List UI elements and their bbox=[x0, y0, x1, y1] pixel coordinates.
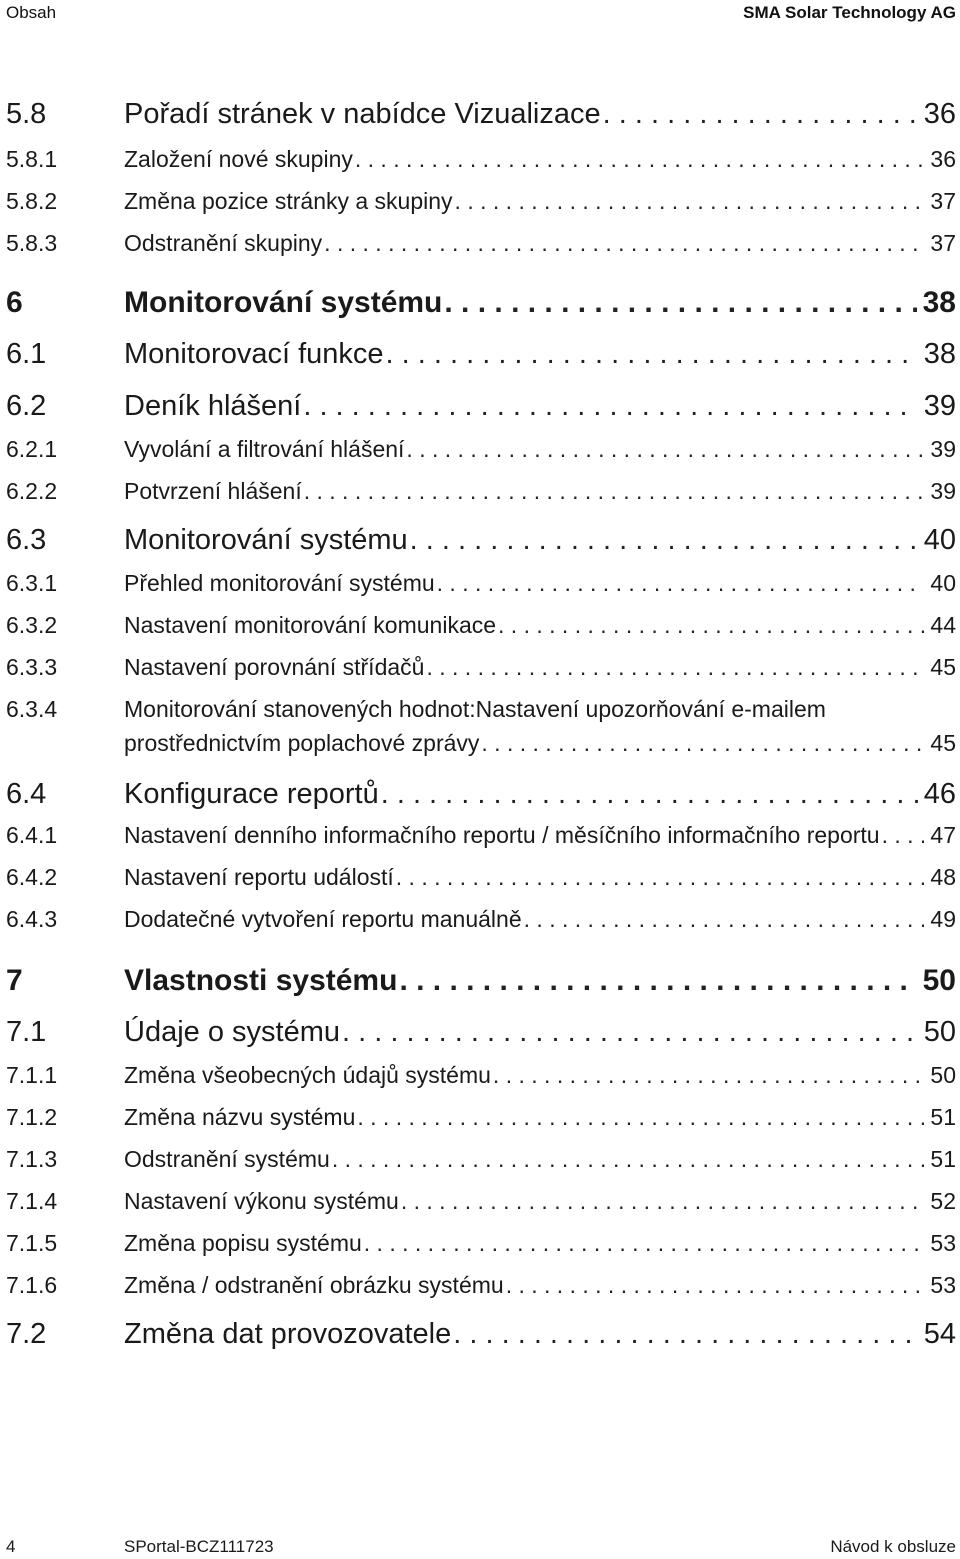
toc-entry-title: Nastavení reportu událostí bbox=[124, 864, 394, 890]
toc-entry-number: 6.4.2 bbox=[6, 864, 58, 890]
toc-entry-title: Odstranění skupiny bbox=[124, 230, 323, 256]
toc-leader-dots bbox=[301, 390, 917, 423]
toc-entry-number: 5.8 bbox=[6, 98, 47, 130]
toc-entry-title: Dodatečné vytvoření reportu manuálně bbox=[124, 906, 522, 932]
toc-entry-page-number: 36 bbox=[923, 98, 956, 130]
toc-entry-number: 5.8.2 bbox=[6, 188, 58, 214]
toc-leader-dots bbox=[362, 1230, 925, 1257]
toc-entry-number: 6.2.1 bbox=[6, 436, 58, 462]
toc-entry-number: 6.3 bbox=[6, 524, 47, 556]
header-company-name: SMA Solar Technology AG bbox=[743, 3, 956, 22]
toc-entry-title: Pořadí stránek v nabídce Vizualizace bbox=[124, 98, 601, 130]
toc-leader-dots bbox=[394, 864, 925, 891]
toc-entry-page-number: 50 bbox=[930, 1062, 956, 1088]
toc-leader-dots bbox=[479, 730, 924, 757]
toc-entry-page-number: 39 bbox=[923, 390, 956, 422]
toc-entry-number: 6.2 bbox=[6, 390, 47, 422]
toc-entry-number: 7.1.6 bbox=[6, 1272, 58, 1298]
toc-entry-title: Vlastnosti systému bbox=[124, 964, 398, 997]
footer-document-code: SPortal-BCZ111723 bbox=[124, 1537, 274, 1556]
toc-leader-dots bbox=[522, 906, 925, 933]
page-footer bbox=[0, 1534, 960, 1559]
toc-entry-title: Nastavení porovnání střídačů bbox=[124, 654, 425, 680]
toc-entry-number: 5.8.1 bbox=[6, 146, 58, 172]
toc-entry-page-number: 50 bbox=[922, 964, 956, 997]
toc-entry-page-number: 48 bbox=[930, 864, 956, 890]
toc-entry-number: 6.3.2 bbox=[6, 612, 58, 638]
toc-entry-number: 6.4.3 bbox=[6, 906, 58, 932]
toc-leader-dots bbox=[408, 524, 918, 557]
toc-entry-number: 6.1 bbox=[6, 338, 47, 370]
toc-entry-page-number: 45 bbox=[930, 654, 956, 680]
toc-entry-number: 7.1.2 bbox=[6, 1104, 58, 1130]
toc-entry-number: 7.1 bbox=[6, 1016, 47, 1048]
toc-entry-page-number: 37 bbox=[930, 230, 956, 256]
toc-entry-number: 6 bbox=[6, 286, 23, 319]
toc-leader-dots bbox=[435, 570, 925, 597]
toc-leader-dots bbox=[453, 188, 925, 215]
toc-leader-dots bbox=[399, 1188, 925, 1215]
page-header bbox=[0, 0, 960, 30]
toc-leader-dots bbox=[504, 1272, 925, 1299]
toc-entry-title: Změna všeobecných údajů systému bbox=[124, 1062, 491, 1088]
toc-entry-number: 7.1.5 bbox=[6, 1230, 58, 1256]
toc-leader-dots bbox=[404, 436, 924, 463]
toc-leader-dots bbox=[491, 1062, 924, 1089]
toc-entry-title: Konfigurace reportů bbox=[124, 778, 379, 810]
toc-entry-number: 7.2 bbox=[6, 1318, 47, 1350]
toc-entry-title: Potvrzení hlášení bbox=[124, 478, 302, 504]
toc-entry-title: Změna názvu systému bbox=[124, 1104, 356, 1130]
toc-entry-page-number: 37 bbox=[930, 188, 956, 214]
toc-entry-title: Monitorování systému bbox=[124, 286, 443, 319]
toc-entry-title-first-line: Monitorování stanovených hodnot:Nastavení upozorňování e-mailem bbox=[124, 696, 826, 722]
toc-entry-page-number: 51 bbox=[930, 1104, 956, 1130]
toc-entry-page-number: 44 bbox=[930, 612, 956, 638]
toc-leader-dots bbox=[355, 1104, 924, 1131]
toc-entry-number: 6.4.1 bbox=[6, 822, 58, 848]
toc-entry-title: prostřednictvím poplachové zprávy bbox=[124, 730, 480, 756]
toc-entry-title: Změna / odstranění obrázku systému bbox=[124, 1272, 504, 1298]
toc-entry-number: 7 bbox=[6, 964, 23, 997]
toc-leader-dots bbox=[451, 1318, 917, 1351]
toc-entry-title: Změna pozice stránky a skupiny bbox=[124, 188, 453, 214]
toc-entry-number: 6.3.3 bbox=[6, 654, 58, 680]
toc-entry-page-number: 53 bbox=[930, 1272, 956, 1298]
toc-leader-dots bbox=[353, 146, 925, 173]
toc-entry-page-number: 49 bbox=[930, 906, 956, 932]
footer-page-number: 4 bbox=[6, 1537, 16, 1556]
toc-entry-page-number: 36 bbox=[930, 146, 956, 172]
toc-entry-title: Nastavení výkonu systému bbox=[124, 1188, 399, 1214]
toc-entry-page-number: 54 bbox=[923, 1318, 956, 1350]
toc-entry-number: 5.8.3 bbox=[6, 230, 58, 256]
toc-leader-dots bbox=[880, 822, 925, 849]
toc-entry-number: 7.1.1 bbox=[6, 1062, 58, 1088]
toc-leader-dots bbox=[379, 778, 918, 811]
footer-manual-title: Návod k obsluze bbox=[830, 1537, 956, 1556]
toc-entry-number: 7.1.4 bbox=[6, 1188, 58, 1214]
toc-entry-title: Přehled monitorování systému bbox=[124, 570, 435, 596]
toc-leader-dots bbox=[424, 654, 924, 681]
toc-leader-dots bbox=[442, 286, 916, 320]
toc-leader-dots bbox=[340, 1016, 918, 1049]
toc-entry-title: Monitorování systému bbox=[124, 524, 408, 556]
toc-entry-number: 6.3.1 bbox=[6, 570, 58, 596]
toc-entry-title: Nastavení denního informačního reportu / měsíčního informačního reportu bbox=[124, 822, 880, 848]
toc-entry-title: Odstranění systému bbox=[124, 1146, 330, 1172]
toc-entry-page-number: 39 bbox=[930, 436, 956, 462]
toc-leader-dots bbox=[397, 964, 916, 998]
toc-entry-number: 6.2.2 bbox=[6, 478, 58, 504]
toc-entry-page-number: 39 bbox=[930, 478, 956, 504]
toc-entry-page-number: 46 bbox=[923, 778, 956, 810]
toc-entry-title: Monitorovací funkce bbox=[124, 338, 384, 370]
toc-entry-page-number: 47 bbox=[930, 822, 956, 848]
toc-entry-title: Založení nové skupiny bbox=[124, 146, 353, 172]
toc-entry-title: Změna dat provozovatele bbox=[124, 1318, 452, 1350]
toc-entry-title: Deník hlášení bbox=[124, 390, 302, 422]
toc-leader-dots bbox=[302, 478, 925, 505]
toc-entry-number: 6.4 bbox=[6, 778, 47, 810]
toc-entry-page-number: 40 bbox=[923, 524, 956, 556]
toc-leader-dots bbox=[330, 1146, 925, 1173]
toc-entry-page-number: 51 bbox=[930, 1146, 956, 1172]
toc-leader-dots bbox=[384, 338, 918, 371]
toc-entry-page-number: 53 bbox=[930, 1230, 956, 1256]
toc-entry-page-number: 38 bbox=[922, 286, 956, 319]
toc-entry-title: Změna popisu systému bbox=[124, 1230, 362, 1256]
toc-leader-dots bbox=[322, 230, 924, 257]
toc-leader-dots bbox=[496, 612, 924, 639]
toc-entry-title: Vyvolání a filtrování hlášení bbox=[124, 436, 405, 462]
toc-entry-page-number: 50 bbox=[923, 1016, 956, 1048]
toc-entry-page-number: 45 bbox=[930, 730, 956, 756]
toc-entry-page-number: 38 bbox=[923, 338, 956, 370]
toc-entry-page-number: 52 bbox=[930, 1188, 956, 1214]
toc-entry-number: 6.3.4 bbox=[6, 696, 58, 722]
header-section-title: Obsah bbox=[6, 3, 57, 22]
toc-entry-page-number: 40 bbox=[930, 570, 956, 596]
toc-entry-title: Nastavení monitorování komunikace bbox=[124, 612, 497, 638]
toc-leader-dots bbox=[601, 98, 918, 131]
toc-entry-number: 7.1.3 bbox=[6, 1146, 58, 1172]
toc-entry-title: Údaje o systému bbox=[124, 1016, 340, 1048]
